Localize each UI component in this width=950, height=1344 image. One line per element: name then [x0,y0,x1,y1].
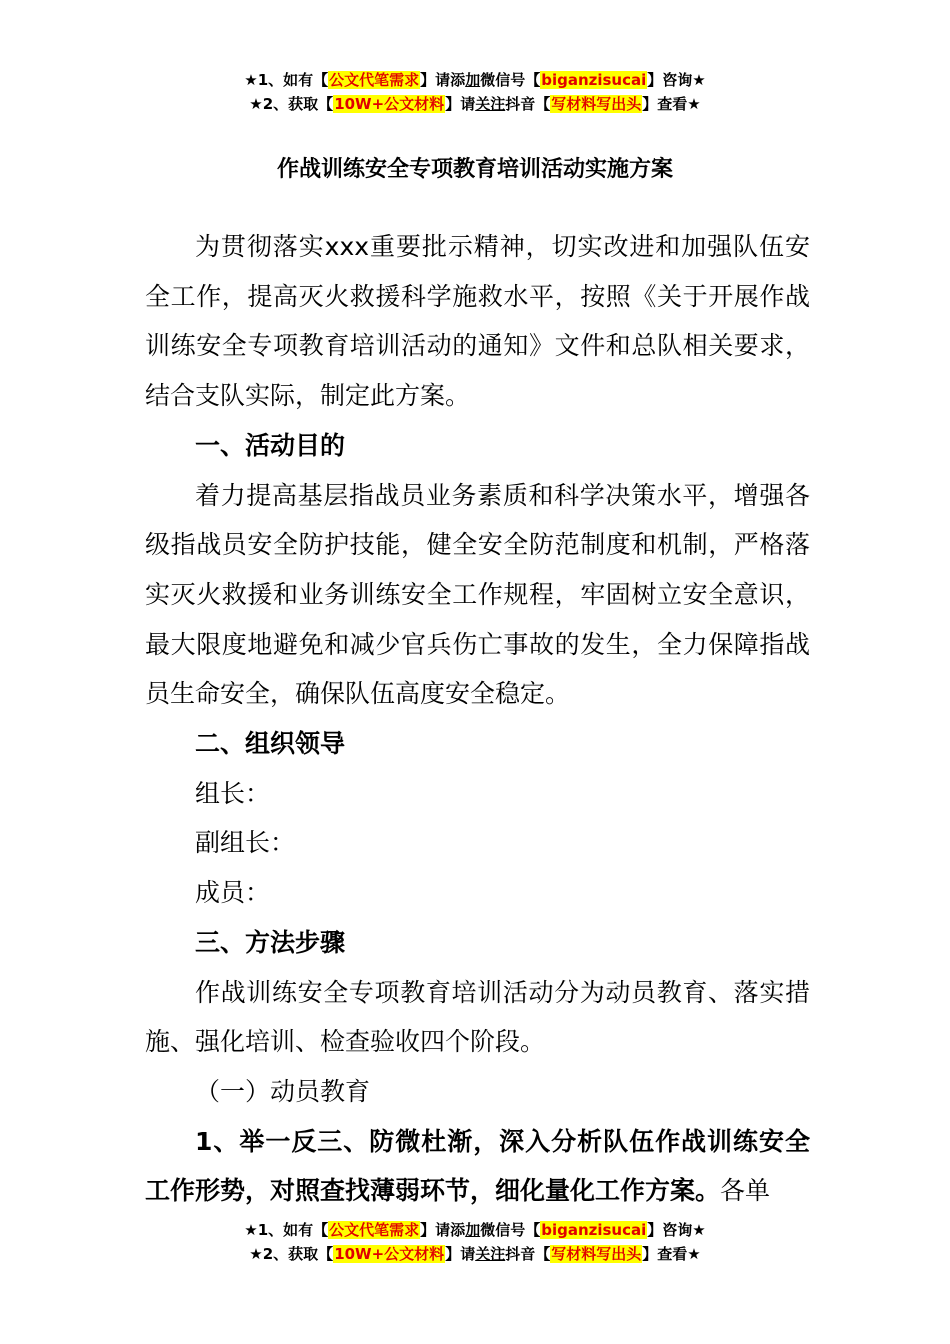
highlight-douyin-account: 写材料写出头 [551,1245,642,1263]
promo-underlined-text: 加 [465,71,481,89]
promo-text: 】请添 [420,1221,466,1239]
highlight-wechat-id: biganzisucai [541,1221,647,1239]
promo-text: ★1、如有【 [244,71,329,89]
document-title: 作战训练安全专项教育培训活动实施方案 [276,157,673,182]
intro-paragraph: 为贯彻落实xxx重要批示精神，切实改进和加强队伍安全工作，提高灭火救援科学施救水平，按照《关于开展作战训练安全专项教育培训活动的通知》文件和总队相关要求，结合支队实际，制定此方案。 [145,232,810,411]
item-paragraph-1 [145,1117,810,1216]
promo-text: 抖音【 [505,95,551,113]
section-paragraph-steps: 作战训练安全专项教育培训活动分为动员教育、落实措施、强化培训、检查验收四个阶段。 [145,977,810,1057]
promo-line-1 [0,1218,950,1242]
promo-line-1 [0,68,950,92]
deputy-leader-line: 副组长： [195,828,296,858]
highlight-materials: 10W+公文材料 [334,1245,445,1263]
promo-text: 】查看★ [642,95,701,113]
promo-text: 】请 [445,95,476,113]
promo-text: 】咨询★ [647,1221,706,1239]
item-1-bold-text: 1、举一反三、防微杜渐，深入分析队伍作战训练安全工作形势，对照查找薄弱环节，细化量化工作方案。 [145,1126,810,1206]
promo-underlined-text: 关注 [475,1245,506,1263]
section-paragraph-purpose: 着力提高基层指战员业务素质和科学决策水平，增强各级指战员安全防护技能，健全安全防范制度和机制，严格落实灭火救援和业务训练安全工作规程，牢固树立安全意识，最大限度地避免和减少官兵伤亡事故的发生，全力保障指战员生命安全，确保队伍高度安全稳定。 [145,480,810,709]
item-1-normal-text: 各单 [720,1176,771,1206]
promo-text: ★1、如有【 [244,1221,329,1239]
promo-text: 抖音【 [505,1245,551,1263]
promo-underlined-text: 关注 [475,95,506,113]
section-heading-purpose: 一、活动目的 [195,430,346,460]
members-line: 成员： [195,878,271,908]
section-heading-steps: 三、方法步骤 [195,927,346,957]
promo-text: 】咨询★ [647,71,706,89]
promo-text: 微信号【 [480,71,541,89]
highlight-douyin-account: 写材料写出头 [551,95,642,113]
promo-line-2 [0,1242,950,1266]
promo-text: ★2、获取【 [249,95,334,113]
promo-underlined-text: 加 [465,1221,481,1239]
promo-line-2 [0,92,950,116]
leader-line: 组长： [195,778,271,808]
document-body [145,222,810,1216]
highlight-service: 公文代笔需求 [329,1221,420,1239]
promo-text: 】请添 [420,71,466,89]
subsection-heading-mobilization: （一）动员教育 [195,1076,371,1106]
highlight-materials: 10W+公文材料 [334,95,445,113]
promo-banner-top [0,68,950,116]
promo-text: ★2、获取【 [249,1245,334,1263]
promo-text: 微信号【 [480,1221,541,1239]
promo-text: 】请 [445,1245,476,1263]
highlight-wechat-id: biganzisucai [541,71,647,89]
promo-banner-bottom [0,1218,950,1266]
promo-text: 】查看★ [642,1245,701,1263]
section-heading-organization: 二、组织领导 [195,729,346,759]
highlight-service: 公文代笔需求 [329,71,420,89]
